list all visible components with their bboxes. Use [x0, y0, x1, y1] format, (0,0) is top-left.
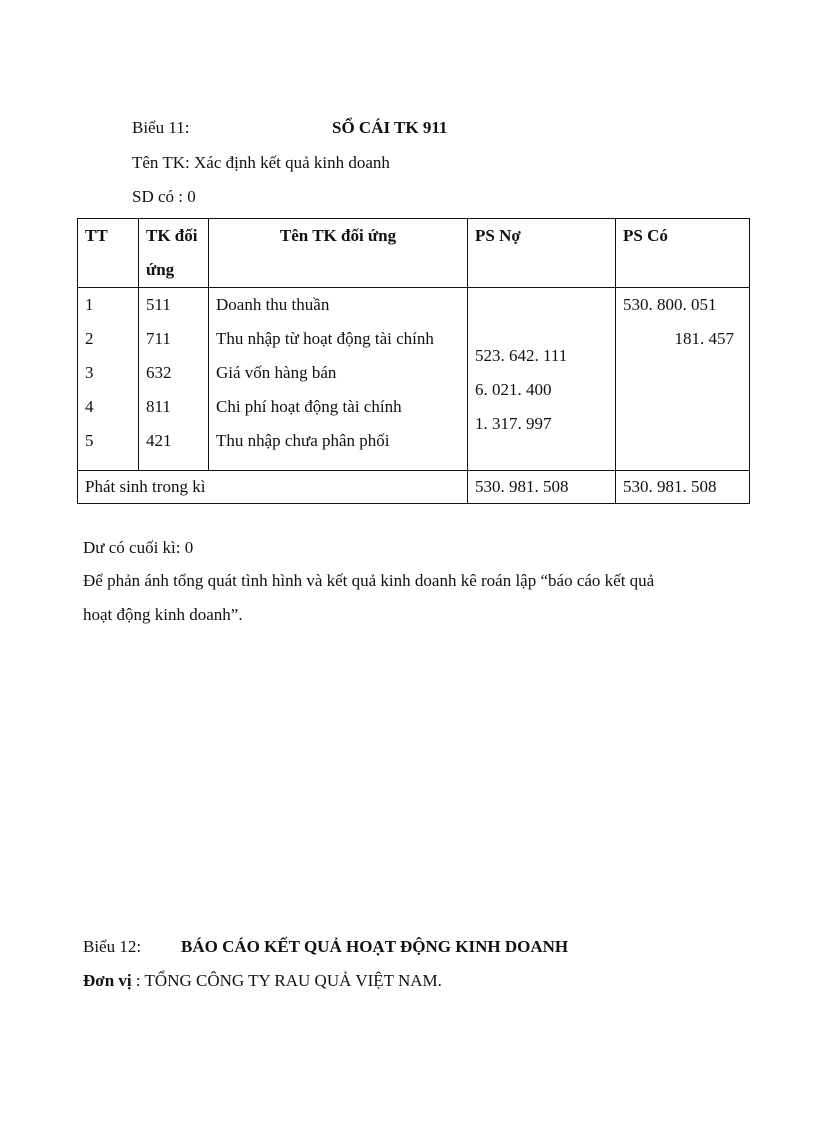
- ledger-label: Biểu 11:: [132, 118, 190, 137]
- opening-balance: SD có : 0: [132, 187, 196, 206]
- paragraph-line-2: hoạt động kinh doanh”.: [83, 605, 243, 624]
- tt-cell: 3: [85, 363, 94, 382]
- header-tk: [139, 219, 209, 288]
- header-tt: TT: [78, 219, 139, 288]
- tk-cell: 511: [146, 295, 171, 314]
- name-cell: Doanh thu thuần: [216, 295, 330, 314]
- tt-cell: 4: [85, 397, 94, 416]
- tk-cell: 711: [146, 329, 171, 348]
- name-cell: Thu nhập từ hoạt động tài chính: [216, 329, 434, 348]
- tt-column: [78, 288, 139, 471]
- tk-cell: 811: [146, 397, 171, 416]
- name-cell: Giá vốn hàng bán: [216, 363, 337, 382]
- tt-cell: 5: [85, 431, 94, 450]
- ps-no-cell: 1. 317. 997: [475, 414, 552, 433]
- header-ps-no: PS Nợ: [468, 219, 616, 288]
- ps-no-column: [468, 288, 616, 471]
- spacer: [475, 288, 608, 339]
- ps-no-cell: 523. 642. 111: [475, 346, 568, 365]
- ps-co-cell: 181. 457: [674, 329, 734, 348]
- name-cell: Chi phí hoạt động tài chính: [216, 397, 402, 416]
- total-row: [78, 471, 750, 504]
- tt-cell: 2: [85, 329, 94, 348]
- report-label: Biểu 12:: [83, 937, 142, 956]
- name-cell: Thu nhập chưa phân phối: [216, 431, 390, 450]
- ledger-title: SỔ CÁI TK 911: [332, 118, 448, 137]
- name-column: [209, 288, 468, 471]
- header-row: [78, 219, 750, 288]
- unit-label: Đơn vị: [83, 971, 132, 990]
- total-ps-co: 530. 981. 508: [616, 471, 750, 504]
- header-ps-co: PS Có: [616, 219, 750, 288]
- ps-co-column: [616, 288, 750, 471]
- tk-cell: 632: [146, 363, 172, 382]
- report-title: BÁO CÁO KẾT QUẢ HOẠT ĐỘNG KINH DOANH: [181, 937, 569, 956]
- total-label: Phát sinh trong kì: [78, 471, 468, 504]
- header-tk-line1: TK đối: [146, 226, 198, 245]
- header-name: Tên TK đối ứng: [209, 219, 468, 288]
- table-row: [78, 288, 750, 471]
- total-ps-no: 530. 981. 508: [468, 471, 616, 504]
- ps-co-cell: 530. 800. 051: [623, 295, 717, 314]
- ledger-table: [77, 218, 750, 504]
- ps-no-cell: 6. 021. 400: [475, 380, 552, 399]
- account-name: Tên TK: Xác định kết quả kinh doanh: [132, 153, 390, 172]
- header-tk-line2: ứng: [146, 260, 175, 279]
- unit-line: [83, 971, 442, 991]
- tt-cell: 1: [85, 295, 94, 314]
- tk-cell: 421: [146, 431, 172, 450]
- closing-balance: Dư có cuối kì: 0: [83, 538, 194, 557]
- paragraph-line-1: Để phản ánh tổng quát tình hình và kết quả kinh doanh kê roán lập “báo cáo kết quả: [83, 571, 655, 590]
- tk-column: [139, 288, 209, 471]
- unit-value: : TỔNG CÔNG TY RAU QUẢ VIỆT NAM.: [135, 971, 442, 990]
